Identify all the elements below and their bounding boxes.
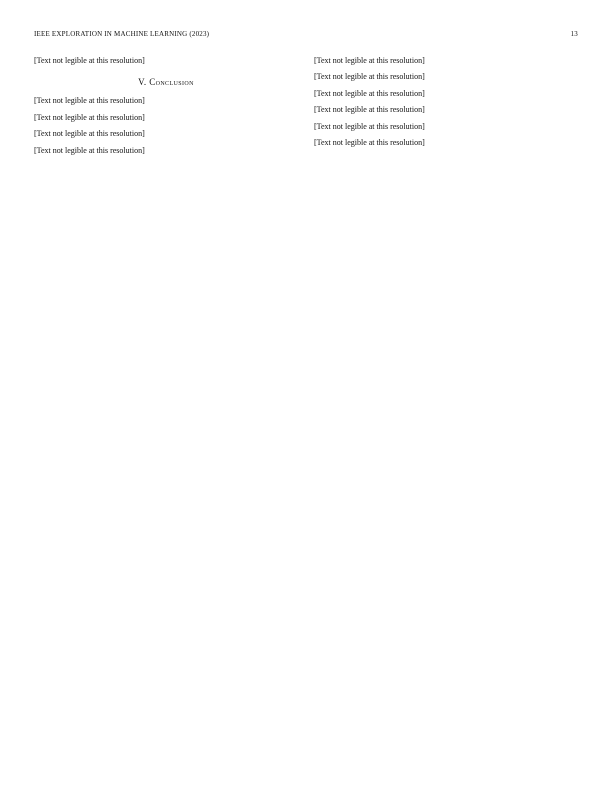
paragraph: [Text not legible at this resolution] (34, 96, 145, 106)
section-title: Conclusion (149, 77, 194, 88)
paragraph: [Text not legible at this resolution] (314, 105, 425, 115)
section-numeral: V. (138, 77, 147, 88)
paragraph: [Text not legible at this resolution] (314, 138, 425, 148)
paragraph: [Text not legible at this resolution] (314, 56, 425, 65)
right-column (314, 56, 578, 771)
paragraph: [Text not legible at this resolution] (314, 88, 425, 98)
paragraph: [Text not legible at this resolution] (34, 129, 145, 139)
section-heading (34, 77, 298, 87)
paragraph: [Text not legible at this resolution] (314, 121, 425, 131)
paragraph: [Text not legible at this resolution] (34, 56, 145, 65)
paragraph: [Text not legible at this resolution] (314, 72, 425, 82)
left-column (34, 56, 298, 771)
page-number: 13 (570, 30, 578, 38)
paragraph: [Text not legible at this resolution] (34, 145, 145, 155)
two-column-body (34, 56, 578, 771)
paragraph: [Text not legible at this resolution] (34, 112, 145, 122)
running-header (34, 30, 578, 42)
journal-title: IEEE EXPLORATION IN MACHINE LEARNING (2023) (34, 30, 210, 38)
